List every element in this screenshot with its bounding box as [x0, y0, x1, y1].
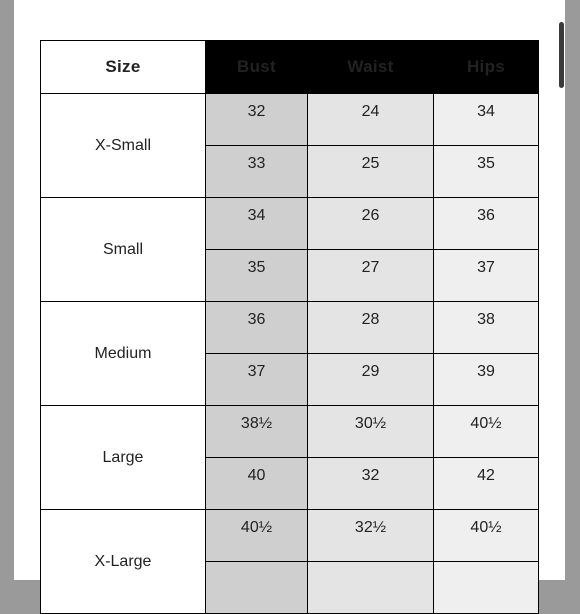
bust-value	[206, 562, 308, 614]
hips-value: 35	[434, 146, 539, 198]
size-label: Medium	[41, 302, 206, 406]
hips-value: 39	[434, 354, 539, 406]
table-row	[41, 510, 539, 562]
size-label: X-Large	[41, 510, 206, 614]
header-row	[41, 41, 539, 94]
waist-value: 32½	[308, 510, 434, 562]
header-size: Size	[41, 41, 206, 94]
header-hips: Hips	[434, 41, 539, 94]
hips-value: 40½	[434, 406, 539, 458]
waist-value: 25	[308, 146, 434, 198]
bust-value: 38½	[206, 406, 308, 458]
waist-value: 26	[308, 198, 434, 250]
hips-value: 38	[434, 302, 539, 354]
hips-value: 36	[434, 198, 539, 250]
table-row	[41, 406, 539, 458]
header-bust: Bust	[206, 41, 308, 94]
hips-value: 42	[434, 458, 539, 510]
waist-value: 30½	[308, 406, 434, 458]
hips-value: 40½	[434, 510, 539, 562]
table-row	[41, 302, 539, 354]
waist-value: 32	[308, 458, 434, 510]
table-row	[41, 198, 539, 250]
size-label: X-Small	[41, 94, 206, 198]
bust-value: 35	[206, 250, 308, 302]
bust-value: 36	[206, 302, 308, 354]
waist-value: 29	[308, 354, 434, 406]
bust-value: 34	[206, 198, 308, 250]
waist-value: 27	[308, 250, 434, 302]
hips-value	[434, 562, 539, 614]
bust-value: 32	[206, 94, 308, 146]
waist-value: 24	[308, 94, 434, 146]
size-label: Large	[41, 406, 206, 510]
hips-value: 34	[434, 94, 539, 146]
bust-value: 40	[206, 458, 308, 510]
size-chart-table	[40, 40, 539, 614]
waist-value: 28	[308, 302, 434, 354]
bust-value: 33	[206, 146, 308, 198]
bust-value: 37	[206, 354, 308, 406]
bust-value: 40½	[206, 510, 308, 562]
table-row	[41, 94, 539, 146]
waist-value	[308, 562, 434, 614]
hips-value: 37	[434, 250, 539, 302]
scrollbar-thumb[interactable]	[559, 22, 564, 88]
header-waist: Waist	[308, 41, 434, 94]
size-label: Small	[41, 198, 206, 302]
